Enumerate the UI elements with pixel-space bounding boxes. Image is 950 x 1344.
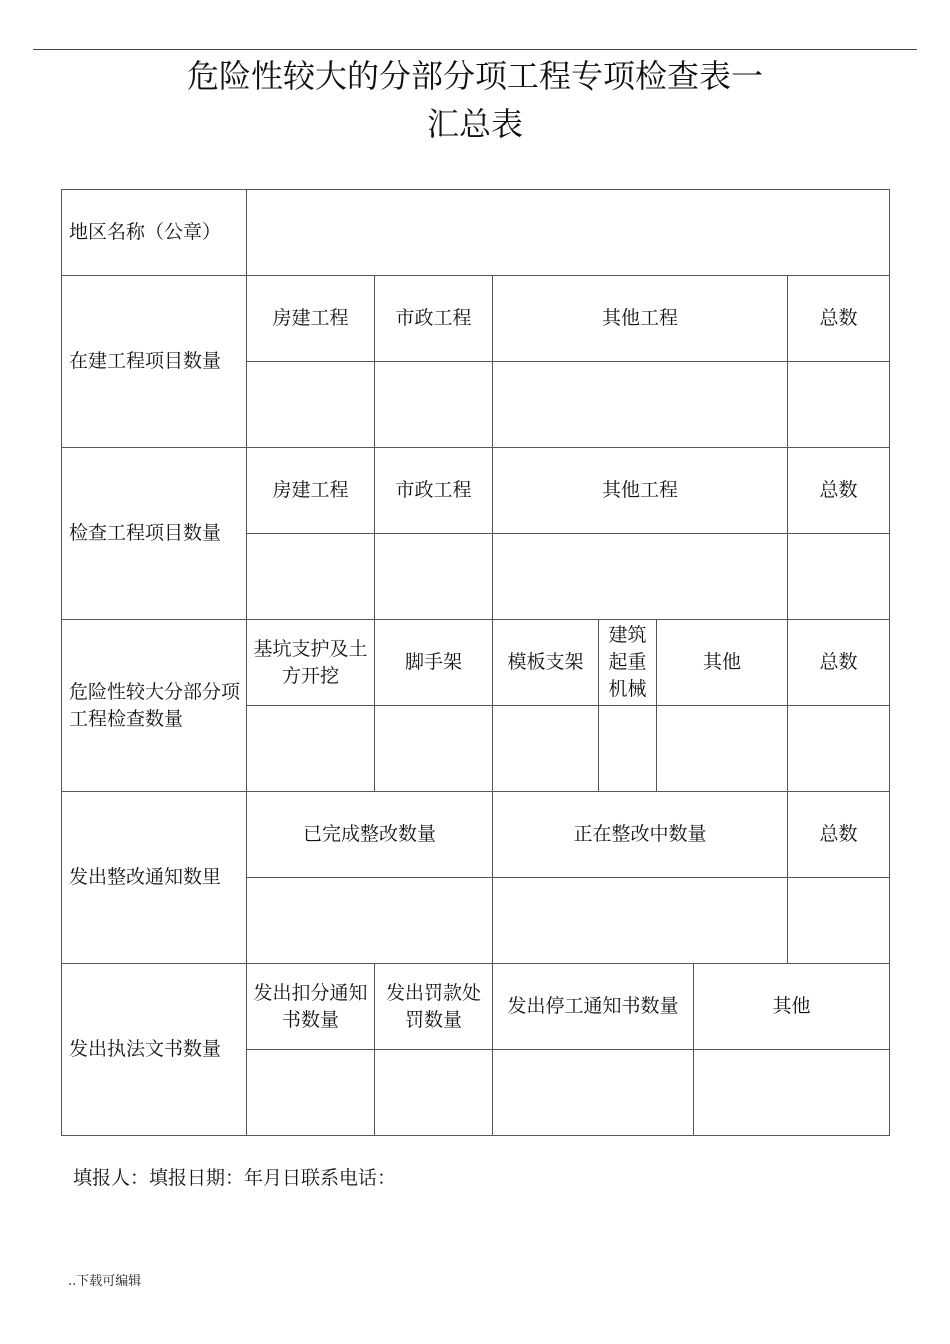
table-row-rectification-header	[62, 792, 890, 878]
header-cell: 总数	[788, 448, 890, 534]
title-line-2: 汇总表	[426, 105, 523, 143]
input-cell[interactable]	[599, 706, 657, 792]
table-row-hazardous-header	[62, 620, 890, 706]
header-cell: 其他工程	[493, 448, 788, 534]
header-cell: 房建工程	[247, 276, 375, 362]
title-line-1: 危险性较大的分部分项工程专项检查表一	[186, 57, 763, 95]
footer-fill-info: 填报人：填报日期：年月日联系电话：	[73, 1167, 397, 1189]
input-cell[interactable]	[788, 534, 890, 620]
region-value-cell[interactable]	[247, 190, 890, 276]
input-cell[interactable]	[247, 706, 375, 792]
header-cell: 发出停工通知书数量	[493, 964, 694, 1050]
input-cell[interactable]	[375, 706, 493, 792]
table-row-inspected-header	[62, 448, 890, 534]
rectification-label: 发出整改通知数里	[62, 792, 247, 964]
input-cell[interactable]	[493, 706, 599, 792]
input-cell[interactable]	[493, 1050, 694, 1136]
download-watermark: ..下载可编辑	[68, 1274, 142, 1289]
enforcement-label: 发出执法文书数量	[62, 964, 247, 1136]
header-cell: 已完成整改数量	[247, 792, 493, 878]
under-construction-label: 在建工程项目数量	[62, 276, 247, 448]
header-cell: 总数	[788, 792, 890, 878]
input-cell[interactable]	[375, 534, 493, 620]
header-cell: 房建工程	[247, 448, 375, 534]
header-cell: 其他	[657, 620, 788, 706]
summary-table	[61, 189, 890, 1136]
input-cell[interactable]	[788, 878, 890, 964]
table-row-under-construction-header	[62, 276, 890, 362]
header-cell: 市政工程	[375, 448, 493, 534]
input-cell[interactable]	[788, 706, 890, 792]
header-cell: 市政工程	[375, 276, 493, 362]
header-cell: 模板支架	[493, 620, 599, 706]
header-cell: 发出罚款处罚数量	[375, 964, 493, 1050]
header-cell: 总数	[788, 276, 890, 362]
inspected-label: 检查工程项目数量	[62, 448, 247, 620]
input-cell[interactable]	[493, 878, 788, 964]
input-cell[interactable]	[657, 706, 788, 792]
input-cell[interactable]	[375, 362, 493, 448]
header-cell: 基坑支护及土方开挖	[247, 620, 375, 706]
header-cell: 正在整改中数量	[493, 792, 788, 878]
hazardous-label: 危险性较大分部分项工程检查数量	[62, 620, 247, 792]
input-cell[interactable]	[694, 1050, 890, 1136]
header-cell: 总数	[788, 620, 890, 706]
region-label: 地区名称（公章）	[62, 190, 247, 276]
header-cell: 建筑起重机械	[599, 620, 657, 706]
input-cell[interactable]	[788, 362, 890, 448]
page-title	[0, 52, 950, 148]
header-cell: 脚手架	[375, 620, 493, 706]
table-row-enforcement-header	[62, 964, 890, 1050]
top-rule	[33, 49, 917, 50]
input-cell[interactable]	[493, 534, 788, 620]
input-cell[interactable]	[493, 362, 788, 448]
header-cell: 其他	[694, 964, 890, 1050]
input-cell[interactable]	[247, 362, 375, 448]
input-cell[interactable]	[247, 534, 375, 620]
input-cell[interactable]	[247, 1050, 375, 1136]
header-cell: 发出扣分通知书数量	[247, 964, 375, 1050]
input-cell[interactable]	[375, 1050, 493, 1136]
input-cell[interactable]	[247, 878, 493, 964]
header-cell: 其他工程	[493, 276, 788, 362]
table-row-region	[62, 190, 890, 276]
